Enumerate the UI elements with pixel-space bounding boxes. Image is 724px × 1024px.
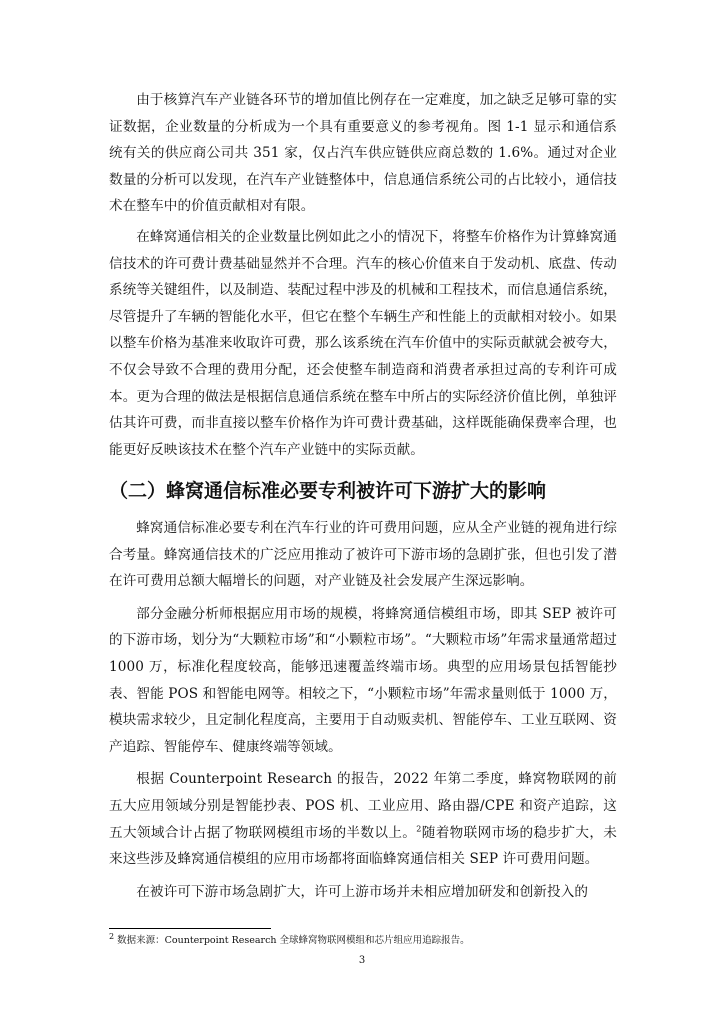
body-section-top — [109, 87, 617, 463]
section-heading: （二）蜂窝通信标准必要专利被许可下游扩大的影响 — [109, 480, 547, 502]
footnote-text: 数据来源：Counterpoint Research 全球蜂窝物联网模组和芯片组应用追踪报告。 — [117, 935, 470, 946]
paragraph-5 — [109, 766, 617, 872]
footnote-mark: 2 — [109, 931, 115, 941]
paragraph-2: 在蜂窝通信相关的企业数量比例如此之小的情况下，将整车价格作为计算蜂窝通信技术的许可费计费基础显然并不合理。汽车的核心价值来自于发动机、底盘、传动系统等关键组件，以及制造、装配过程中涉及的机械和工程技术，而信息通信系统，尽管提升了车辆的智能化水平，但它在整个车辆生产和性能上的贡献相对较小。如果以整车价格为基准来收取许可费，那么该系统在汽车价值中的实际贡献就会被夸大，不仅会导致不合理的费用分配，还会使整车制造商和消费者承担过高的专利许可成本。更为合理的做法是根据信息通信系统在整车中所占的实际经济价值比例，单独评估其许可费，而非直接以整车价格作为许可费计费基础，这样既能确保费率合理，也能更好反映该技术在整个汽车产业链中的实际贡献。 — [109, 228, 617, 458]
paragraph-6: 在被许可下游市场急剧扩大，许可上游市场并未相应增加研发和创新投入的 — [136, 883, 589, 900]
paragraph-1: 由于核算汽车产业链各环节的增加值比例存在一定难度，加之缺乏足够可靠的实证数据，企业数量的分析成为一个具有重要意义的参考视角。图 1-1 显示和通信系统有关的供应商公司共 351 家，仅占汽车供应链供应商总数的 1.6%。通过对企业数量的分析可以发现，在汽车产业链整体中，信息通信系统公司的占比较小，通信技术在整车中的价值贡献相对有限。 — [109, 92, 617, 215]
paragraph-4: 部分金融分析师根据应用市场的规模，将蜂窝通信模组市场，即其 SEP 被许可的下游市场，划分为“大颗粒市场”和“小颗粒市场”。“大颗粒市场”年需求量通常超过 1000 万，标准化程度较高，能够迅速覆盖终端市场。典型的应用场景包括智能抄表、智能 POS 和智能电网等。相较之下，“小颗粒市场”年需求量则低于 1000 万，模块需求较少，且定制化程度高，主要用于自动贩卖机、智能停车、工业互联网、资产追踪、智能停车、健康终端等领域。 — [109, 605, 617, 755]
paragraph-5-text-b: 随着物联网市场的稳步扩大，未来这些涉及蜂窝通信模组的应用市场都将面临蜂窝通信相关 SEP 许可费用问题。 — [109, 824, 617, 868]
footnote-ref-mark[interactable]: 2 — [416, 824, 422, 833]
paragraph-3: 蜂窝通信标准必要专利在汽车行业的许可费用问题，应从全产业链的视角进行综合考量。蜂窝通信技术的广泛应用推动了被许可下游市场的急剧扩张，但也引发了潜在许可费用总额大幅增长的问题，对产业链及社会发展产生深远影响。 — [109, 520, 617, 590]
body-section-bottom — [109, 515, 617, 905]
footnote — [109, 931, 629, 948]
page-number: 3 — [358, 955, 366, 966]
footnote-divider — [109, 928, 271, 929]
paragraph-5-text-a: 根据 Counterpoint Research 的报告，2022 年第二季度，蜂窝物联网的前五大应用领域分别是智能抄表、POS 机、工业应用、路由器/CPE 和资产追踪，这五大领域合计占据了物联网模组市场的半数以上。 — [109, 771, 617, 841]
